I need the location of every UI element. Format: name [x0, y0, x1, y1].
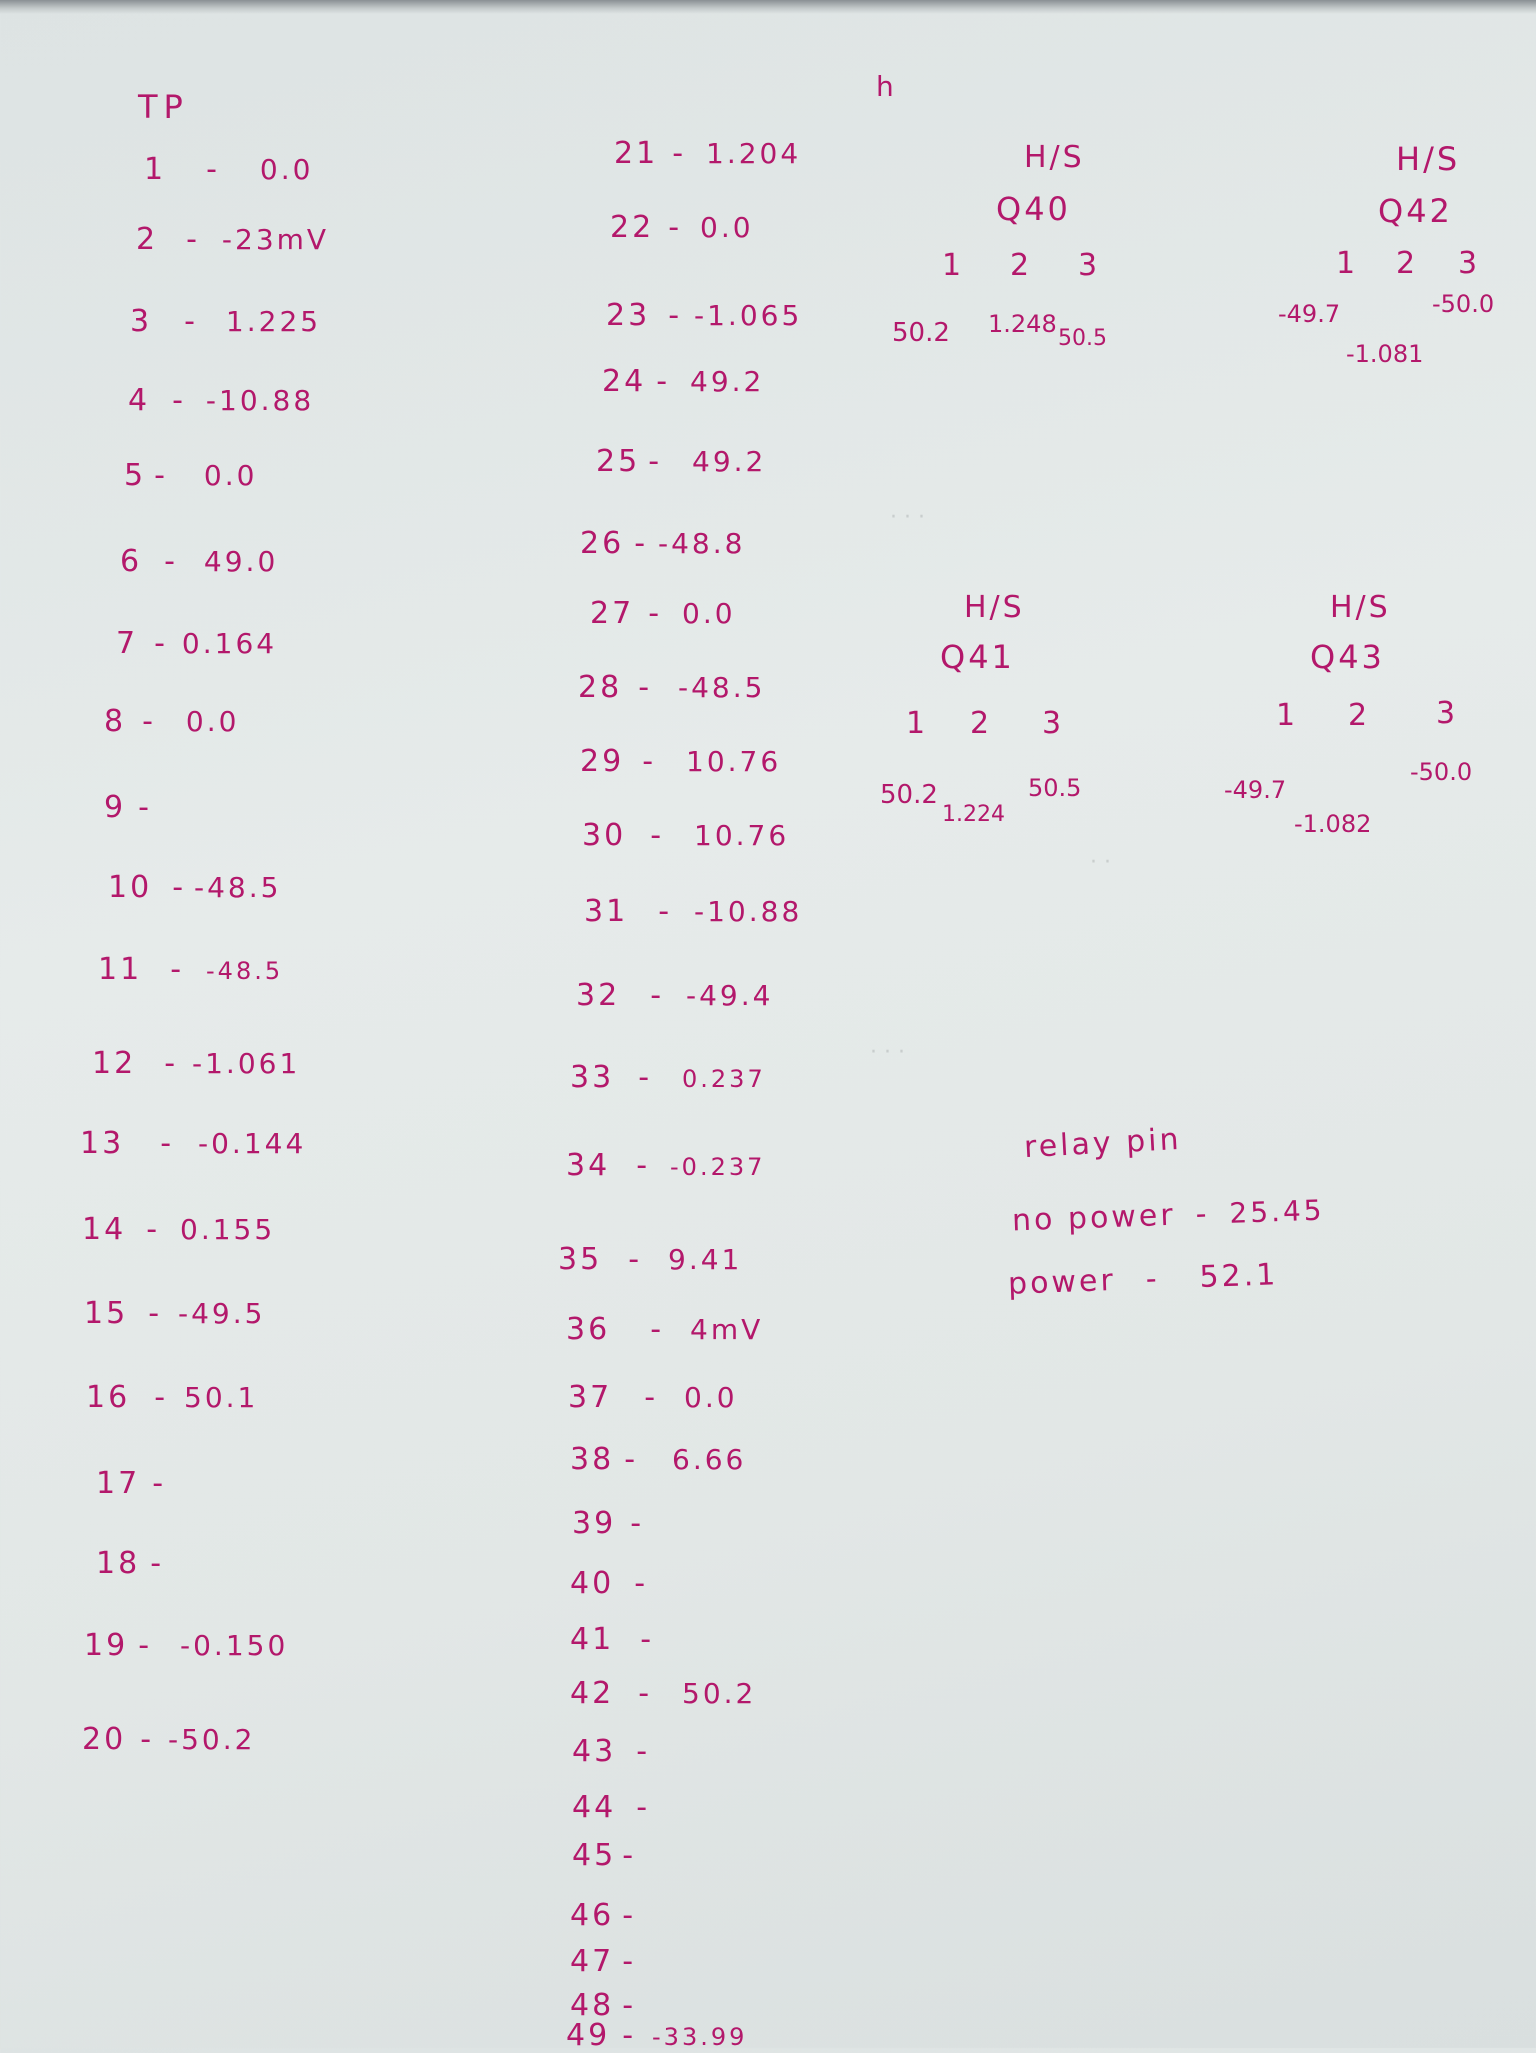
tp-entry: 37 - 0.0 [568, 1380, 738, 1415]
heatsink-name: Q41 [940, 638, 1015, 676]
tp-number: 20 [82, 1722, 127, 1757]
pin-value: 50.2 [880, 780, 938, 810]
tp-entry: 28 - -48.5 [578, 670, 766, 705]
tp-value: 0.0 [259, 153, 314, 186]
tp-value: 49.2 [692, 445, 767, 478]
tp-entry: 24 - 49.2 [602, 364, 765, 399]
paper-edge [0, 0, 1536, 14]
relay-title: relay pin [1023, 1121, 1183, 1166]
tp-number: 4 [128, 383, 151, 418]
tp-value: 10.76 [686, 745, 782, 778]
tp-entry: 25 - 49.2 [596, 444, 767, 479]
tp-entry: 6 - 49.0 [120, 544, 279, 579]
tp-entry: 45 - [572, 1838, 637, 1873]
tp-number: 30 [582, 818, 627, 853]
tp-entry: 44 - [572, 1790, 651, 1825]
tp-value: -48.8 [658, 527, 746, 560]
tp-entry: 34 - -0.237 [566, 1148, 766, 1183]
bleed-through-mark: · · [1090, 850, 1111, 875]
tp-entry: 1 - 0.0 [144, 152, 314, 187]
tp-value: -10.88 [694, 895, 803, 928]
tp-entry: 40 - [570, 1566, 649, 1601]
tp-number: 15 [84, 1296, 129, 1331]
stray-mark: h [876, 70, 896, 103]
tp-number: 34 [566, 1148, 611, 1183]
tp-entry: 29 - 10.76 [580, 744, 782, 779]
pin-value: -1.081 [1346, 340, 1424, 368]
relay-no-power-value: 25.45 [1228, 1193, 1326, 1230]
heatsink-name: Q42 [1378, 192, 1453, 230]
tp-number: 48 [570, 1988, 615, 2023]
tp-number: 23 [606, 298, 651, 333]
relay-power-line: power - 52.1 [1007, 1257, 1279, 1302]
tp-value: -49.4 [686, 979, 774, 1012]
tp-number: 32 [576, 978, 621, 1013]
pin-number: 3 [1042, 706, 1062, 741]
tp-entry: 5 - 0.0 [124, 458, 258, 493]
tp-entry: 43 - [572, 1734, 651, 1769]
tp-entry: 47 - [570, 1944, 637, 1979]
tp-number: 21 [614, 136, 659, 171]
pin-number: 1 [1276, 698, 1296, 733]
tp-number: 28 [578, 670, 623, 705]
relay-no-power-line: no power - 25.45 [1011, 1193, 1326, 1239]
tp-entry: 17 - [96, 1466, 167, 1501]
tp-entry: 23 - -1.065 [606, 298, 803, 333]
heatsink-label: H/S [1024, 140, 1085, 175]
tp-number: 3 [130, 304, 153, 339]
pin-number: 1 [906, 706, 926, 741]
tp-entry: 49 - -33.99 [566, 2018, 748, 2053]
tp-entry: 3 - 1.225 [130, 304, 322, 339]
pin-value: 1.224 [942, 802, 1005, 827]
tp-value: -50.2 [168, 1723, 256, 1756]
pin-number: 2 [970, 706, 990, 741]
pin-value: 1.248 [988, 310, 1057, 338]
heatsink-q41 [870, 590, 1110, 830]
pin-number: 3 [1458, 246, 1478, 281]
pin-number: 1 [942, 248, 962, 283]
tp-number: 42 [570, 1676, 615, 1711]
tp-number: 29 [580, 744, 625, 779]
tp-entry: 18 - [96, 1546, 165, 1581]
tp-number: 46 [570, 1898, 615, 1933]
pin-value: 50.2 [892, 318, 950, 348]
tp-value: 50.1 [184, 1381, 259, 1414]
tp-number: 7 [116, 626, 139, 661]
tp-number: 25 [596, 444, 641, 479]
tp-value: -1.061 [192, 1047, 301, 1080]
tp-entry: 26 - -48.8 [580, 526, 746, 561]
tp-value: -33.99 [652, 2023, 748, 2051]
tp-header: TP [138, 88, 189, 126]
tp-number: 38 [570, 1442, 615, 1477]
tp-entry: 4 - -10.88 [128, 383, 315, 418]
tp-number: 36 [566, 1312, 611, 1347]
tp-entry: 7 - 0.164 [116, 626, 278, 661]
tp-number: 5 [124, 458, 147, 493]
tp-entry: 2 - -23mV [136, 222, 330, 257]
tp-value: 6.66 [672, 1443, 747, 1476]
heatsink-name: Q40 [996, 190, 1071, 228]
tp-value: -23mV [221, 223, 330, 256]
heatsink-q40 [880, 140, 1120, 360]
tp-entry: 21 - 1.204 [614, 136, 802, 171]
tp-value: 9.41 [668, 1243, 743, 1276]
pin-value: 50.5 [1028, 774, 1082, 802]
tp-entry: 36 - 4mV [566, 1312, 764, 1347]
tp-number: 44 [572, 1790, 617, 1825]
tp-value: -48.5 [678, 671, 766, 704]
relay-no-power-label: no power [1011, 1197, 1177, 1239]
pin-number: 2 [1348, 698, 1368, 733]
tp-number: 10 [108, 870, 153, 905]
tp-entry: 48 - [570, 1988, 637, 2023]
tp-number: 43 [572, 1734, 617, 1769]
pin-value: -1.082 [1294, 810, 1372, 838]
tp-value: -0.144 [198, 1127, 307, 1160]
tp-value: 0.237 [682, 1065, 766, 1093]
tp-number: 35 [558, 1242, 603, 1277]
tp-value: 0.164 [181, 627, 278, 660]
tp-number: 17 [96, 1466, 141, 1501]
tp-number: 6 [120, 544, 143, 579]
pin-value: -49.7 [1224, 776, 1287, 804]
tp-entry: 13 - -0.144 [80, 1126, 307, 1161]
tp-number: 19 [84, 1628, 129, 1663]
tp-number: 24 [602, 364, 647, 399]
tp-entry: 27 - 0.0 [590, 596, 736, 631]
tp-value: -48.5 [194, 871, 282, 904]
tp-number: 9 [104, 790, 127, 825]
pin-number: 3 [1436, 696, 1456, 731]
tp-value: 4mV [690, 1313, 764, 1346]
tp-value: -10.88 [205, 384, 315, 417]
tp-number: 47 [570, 1944, 615, 1979]
tp-value: 0.0 [682, 597, 736, 630]
tp-value: -49.5 [178, 1297, 266, 1330]
pin-number: 3 [1078, 248, 1098, 283]
tp-number: 8 [104, 704, 127, 739]
heatsink-label: H/S [964, 590, 1025, 625]
tp-number: 16 [86, 1380, 131, 1415]
tp-value: 50.2 [682, 1677, 757, 1710]
tp-entry: 39 - [572, 1506, 645, 1541]
tp-number: 11 [98, 952, 143, 987]
bleed-through-mark: · · · [890, 505, 925, 530]
tp-value: 0.0 [684, 1381, 738, 1414]
heatsink-label: H/S [1396, 140, 1461, 178]
tp-entry: 31 - -10.88 [584, 894, 803, 929]
tp-number: 37 [568, 1380, 613, 1415]
tp-value: 49.2 [690, 365, 765, 398]
tp-entry: 38 - 6.66 [570, 1442, 747, 1477]
tp-value: 0.0 [203, 459, 258, 492]
tp-number: 12 [92, 1046, 137, 1081]
pin-value: -50.0 [1432, 290, 1495, 318]
tp-entry: 20 - -50.2 [82, 1722, 256, 1757]
tp-number: 13 [80, 1126, 125, 1161]
tp-value: 1.204 [706, 137, 802, 170]
pin-value: 50.5 [1058, 326, 1107, 351]
tp-entry: 19 - -0.150 [84, 1628, 289, 1663]
tp-number: 26 [580, 526, 625, 561]
heatsink-name: Q43 [1310, 638, 1385, 676]
tp-value: -0.237 [670, 1153, 766, 1181]
tp-value: -48.5 [206, 957, 284, 985]
tp-value: -0.150 [180, 1629, 289, 1662]
pin-number: 1 [1336, 246, 1356, 281]
tp-number: 31 [584, 894, 629, 929]
tp-entry: 16 - 50.1 [86, 1380, 259, 1415]
tp-entry: 42 - 50.2 [570, 1676, 757, 1711]
tp-entry: 9 - [104, 790, 152, 825]
tp-entry: 33 - 0.237 [570, 1060, 766, 1095]
tp-entry: 11 - -48.5 [98, 952, 284, 987]
pin-value: -49.7 [1278, 300, 1341, 328]
tp-entry: 12 - -1.061 [92, 1046, 301, 1081]
tp-value: 10.76 [694, 819, 790, 852]
tp-number: 22 [610, 210, 655, 245]
heatsink-q42 [1260, 140, 1530, 370]
tp-entry: 14 - 0.155 [82, 1212, 276, 1247]
tp-entry: 32 - -49.4 [576, 978, 774, 1013]
tp-value: 0.155 [180, 1213, 276, 1246]
bleed-through-mark: · · · [870, 1040, 905, 1065]
tp-entry: 10 - -48.5 [108, 870, 282, 905]
tp-number: 1 [144, 152, 167, 187]
tp-number: 40 [570, 1566, 615, 1601]
pin-number: 2 [1010, 248, 1030, 283]
relay-power-label: power [1007, 1262, 1117, 1302]
tp-entry: 41 - [570, 1622, 655, 1657]
tp-entry: 35 - 9.41 [558, 1242, 743, 1277]
tp-number: 33 [570, 1060, 615, 1095]
heatsink-q43 [1220, 590, 1520, 840]
tp-value: -1.065 [694, 299, 803, 332]
tp-entry: 22 - 0.0 [610, 210, 754, 245]
relay-power-value: 52.1 [1198, 1257, 1279, 1296]
tp-number: 49 [566, 2018, 611, 2053]
tp-number: 2 [136, 222, 159, 257]
tp-number: 39 [572, 1506, 617, 1541]
tp-number: 41 [570, 1622, 615, 1657]
tp-entry: 30 - 10.76 [582, 818, 790, 853]
tp-value: 1.225 [225, 305, 322, 338]
pin-value: -50.0 [1410, 758, 1473, 786]
tp-value: 0.0 [185, 705, 240, 738]
tp-number: 18 [96, 1546, 141, 1581]
heatsink-label: H/S [1330, 590, 1391, 625]
tp-number: 45 [572, 1838, 617, 1873]
tp-value: 0.0 [700, 211, 754, 244]
tp-number: 27 [590, 596, 635, 631]
tp-value: 49.0 [203, 545, 279, 578]
tp-entry: 46 - [570, 1898, 637, 1933]
tp-entry: 8 - 0.0 [104, 704, 240, 739]
tp-entry: 15 - -49.5 [84, 1296, 266, 1331]
pin-number: 2 [1396, 246, 1416, 281]
tp-number: 14 [82, 1212, 127, 1247]
